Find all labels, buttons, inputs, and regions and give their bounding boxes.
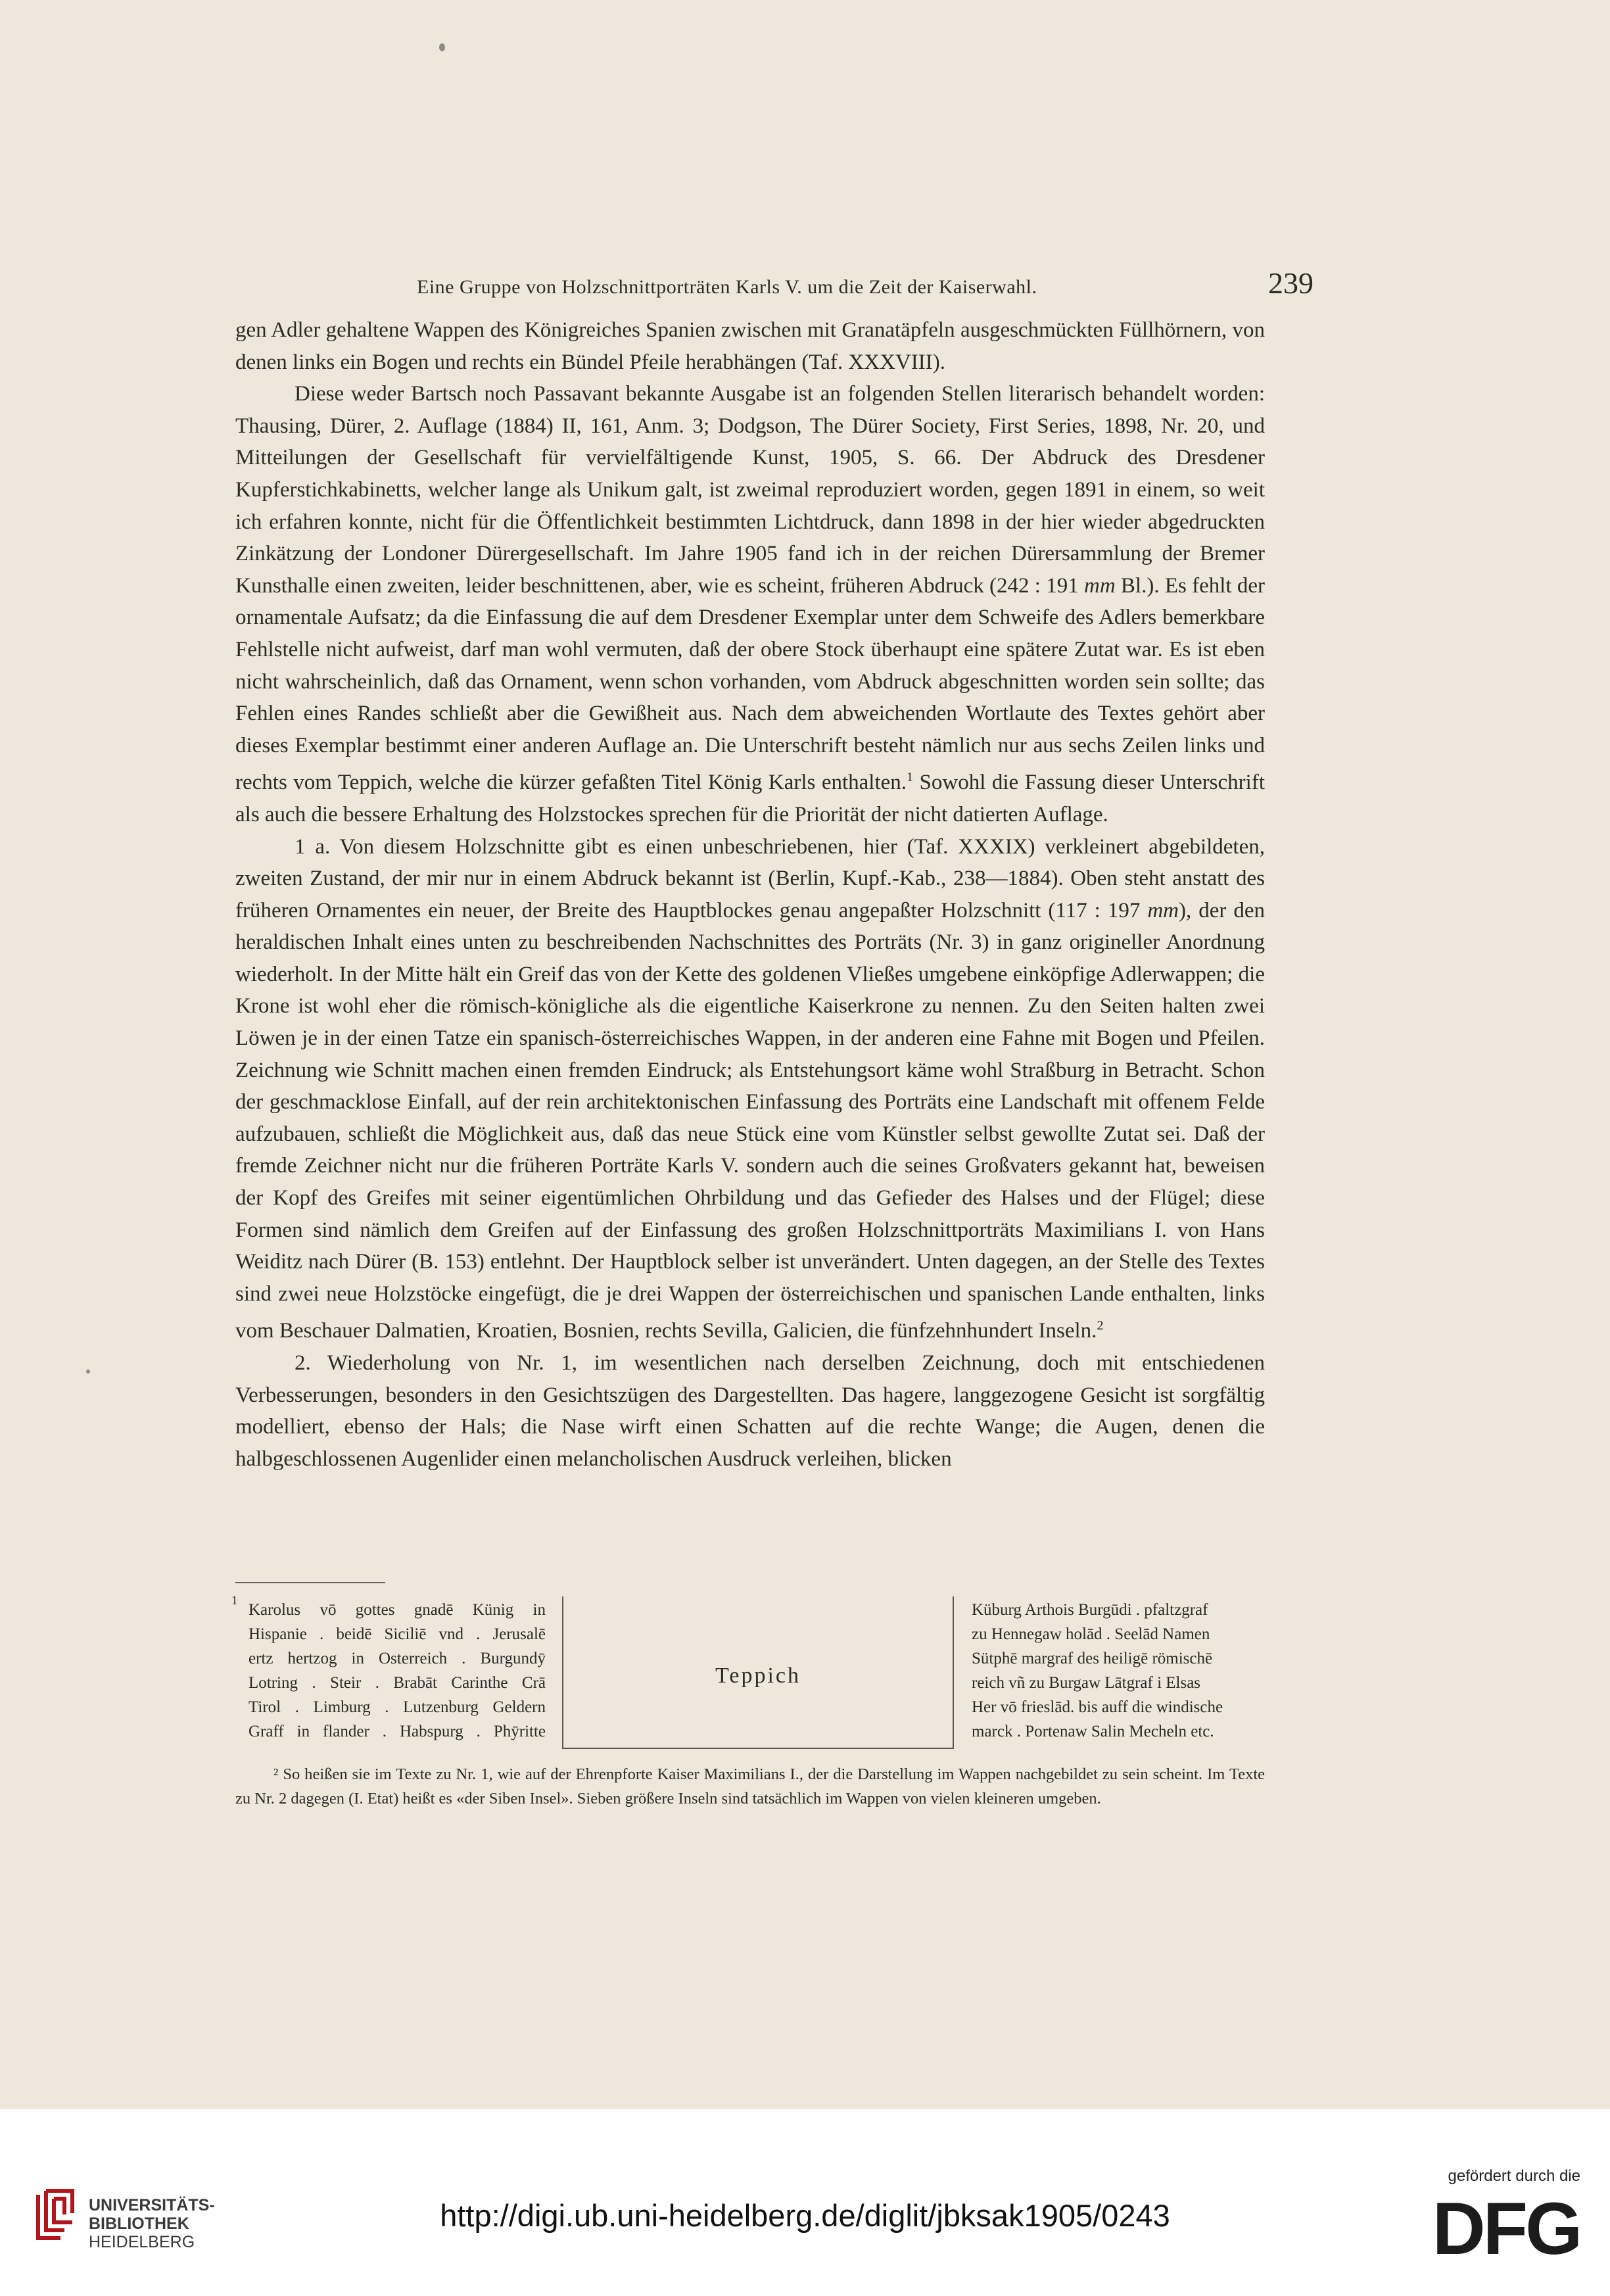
running-head xyxy=(235,266,1314,300)
footnote-ref-1[interactable]: 1 xyxy=(907,770,914,785)
inscription-line: zu Hennegaw holād . Seelād Namen xyxy=(972,1625,1210,1643)
inscription-line: Tirol . Limburg . Lutzenburg Geldern xyxy=(249,1698,546,1716)
paragraph-1: gen Adler gehaltene Wappen des Königreiches Spanien zwischen mit Granatäpfeln ausgeschmückten Füllhörnern, von denen links ein Bogen und rechts ein Bündel Pfeile herabhängen (Taf. XXXVIII). xyxy=(235,318,1265,374)
inscription-line: Hispanie . beidē Siciliē vnd . Jerusalē xyxy=(249,1625,546,1643)
footnote-1-right-inscription xyxy=(972,1598,1265,1744)
permalink-url[interactable]: http://digi.ub.uni-heidelberg.de/diglit/jbksak1905/0243 xyxy=(440,2198,1170,2233)
paragraph-3: 1 a. Von diesem Holzschnitte gibt es einen unbeschriebenen, hier (Taf. XXXIX) verkleinert abgebildeten, zweiten Zustand, der mir nur in einem Abdruck bekannt ist (Berlin, Kupf.-Kab., 238—1884). Oben steht anstatt des früheren Ornamentes ein neuer, der Breite des Hauptblockes genau angepaßter Holzschnitt (117 : 197 mm), der den heraldischen Inhalt eines unten zu beschreibenden Nachschnittes des Porträts (Nr. 3) in ganz origineller Anordnung wiederholt. In der Mitte hält ein Greif das von der Kette des goldenen Vließes umgebene einköpfige Adlerwappen; die Krone ist wohl eher die römisch-königliche als die eigentliche Kaiserkrone zu nennen. Zu den Seiten halten zwei Löwen je in der einen Tatze ein spanisch-österreichisches Wappen, in der anderen eine Fahne mit Bogen und Pfeilen. Zeichnung wie Schnitt machen einen fremden Eindruck; als Entstehungsort käme wohl Straßburg in Betracht. Schon der geschmacklose Einfall, auf der rein architektonischen Einfassung des Porträts eine Landschaft mit offenem Felde aufzubauen, schließt die Möglichkeit aus, daß das neue Stück eine vom Künstler selbst gewollte Zutat sei. Daß der fremde Zeichner nicht nur die früheren Porträte Karls V. sondern auch die seines Großvaters gekannt hat, beweisen der Kopf des Greifes mit seiner eigentümlichen Ohrbildung und das Gefieder des Halses und der Flügel; diese Formen sind nämlich dem Greifen auf der Einfassung des großen Holzschnittporträts Maximilians I. von Hans Weiditz nach Dürer (B. 153) entlehnt. Der Hauptblock selber ist unverändert. Unten dagegen, an der Stelle des Textes sind zwei neue Holzstöcke eingefügt, die je drei Wappen der österreichischen und spanischen Lande enthalten, links vom Beschauer Dalmatien, Kroatien, Bosnien, rechts Sevilla, Galicien, die fünfzehnhundert Inseln.$^2$ xyxy=(235,834,1265,1343)
body-text xyxy=(235,314,1265,1475)
paper-speck xyxy=(439,43,445,51)
footnote-ref-2[interactable]: 2 xyxy=(1097,1318,1104,1333)
teppich-box xyxy=(562,1596,954,1749)
footnote-1-left-inscription xyxy=(249,1598,546,1744)
dfg-logo-icon[interactable] xyxy=(1430,2196,1582,2262)
inscription-line: Graff in flander . Habspurg . Phȳritte xyxy=(249,1723,546,1740)
teppich-label: Teppich xyxy=(715,1663,801,1688)
inscription-line: Her vō frieslād. bis auff die windische xyxy=(972,1698,1223,1716)
funding-label: gefördert durch die xyxy=(1448,2167,1580,2185)
footnote-1-marker: 1 xyxy=(231,1594,238,1608)
library-name[interactable]: UNIVERSITÄTS- BIBLIOTHEK HEIDELBERG xyxy=(89,2196,215,2251)
inscription-line: Lotring . Steir . Brabāt Carinthe Crā xyxy=(249,1674,546,1692)
footnote-rule xyxy=(235,1582,385,1583)
inscription-line: marck . Portenaw Salin Mecheln etc. xyxy=(972,1723,1214,1740)
unit-mm: mm xyxy=(1147,898,1179,922)
viewer-footer xyxy=(0,2109,1610,2296)
inscription-line: Karolus vō gottes gnadē Künig in xyxy=(249,1601,546,1619)
page-number: 239 xyxy=(1268,266,1314,300)
footnote-2-text: ² So heißen sie im Texte zu Nr. 1, wie auf der Ehrenpforte Kaiser Maximilians I., der die Darstellung im Wappen nachgebildet zu sein scheint. Im Texte zu Nr. 2 dagegen (I. Etat) heißt es «der Siben Insel». Sieben größere Inseln sind tatsächlich im Wappen von vielen kleineren umgeben. xyxy=(235,1765,1265,1807)
unit-mm: mm xyxy=(1083,573,1116,598)
paragraph-2: Diese weder Bartsch noch Passavant bekannte Ausgabe ist an folgenden Stellen literarisch behandelt worden: Thausing, Dürer, 2. Auflage (1884) II, 161, Anm. 3; Dodgson, The Dürer Society, First Series, 1898, Nr. 20, und Mitteilungen der Gesellschaft für vervielfältigende Kunst, 1905, S. 66. Der Abdruck des Dresdener Kupferstichkabinetts, welcher lange als Unikum galt, ist zweimal reproduziert worden, gegen 1891 in einem, so weit ich erfahren konnte, nicht für die Öffentlichkeit bestimmten Lichtdruck, dann 1898 in der hier wieder abgedruckten Zinkätzung der Londoner Dürergesellschaft. Im Jahre 1905 fand ich in der reichen Dürersammlung der Bremer Kunsthalle einen zweiten, leider beschnittenen, aber, wie es scheint, früheren Abdruck (242 : 191 mm Bl.). Es fehlt der ornamentale Aufsatz; da die Einfassung die auf dem Dresdener Exemplar unter dem Schweife des Adlers bemerkbare Fehlstelle nicht aufweist, darf man wohl vermuten, daß der obere Stock überhaupt eine spätere Zutat war. Es ist eben nicht wahrscheinlich, daß das Ornament, wenn schon vorhanden, vom Abdruck abgeschnitten worden sein sollte; das Fehlen eines Randes schließt aber die Gewißheit aus. Nach dem abweichenden Wortlaute des Textes gehört aber dieses Exemplar bestimmt einer anderen Auflage an. Die Unterschrift besteht nämlich nur aus sechs Zeilen links und rechts vom Teppich, welche die kürzer gefaßten Titel König Karls enthalten.$^1$ Sowohl die Fassung dieser Unterschrift als auch die bessere Erhaltung des Holzstockes sprechen für die Priorität der nicht datierten Auflage. xyxy=(235,382,1266,826)
paragraph-4: 2. Wiederholung von Nr. 1, im wesentlichen nach derselben Zeichnung, doch mit entschiedenen Verbesserungen, besonders in den Gesichtszügen des Dargestellten. Das hagere, langgezogene Gesicht ist sorgfältig modelliert, ebenso der Hals; die Nase wirft einen Schatten auf die rechte Wange; die Augen, denen die halbgeschlossenen Augenlider einen melancholischen Ausdruck verleihen, blicken xyxy=(235,1351,1265,1471)
footnote-2 xyxy=(235,1762,1265,1811)
inscription-line: Küburg Arthois Burgūdi . pfaltzgraf xyxy=(972,1601,1208,1619)
inscription-line: reich vñ zu Burgaw Lātgraf i Elsas xyxy=(972,1674,1201,1692)
inscription-line: Sütphē margraf des heiligē römischē xyxy=(972,1650,1213,1667)
paper-speck xyxy=(86,1370,90,1374)
inscription-line: ertz hertzog in Osterreich . Burgundȳ xyxy=(249,1650,546,1667)
running-title: Eine Gruppe von Holzschnittporträten Karls V. um die Zeit der Kaiserwahl. xyxy=(417,276,1037,298)
svg-text:DFG: DFG xyxy=(1432,2196,1580,2259)
